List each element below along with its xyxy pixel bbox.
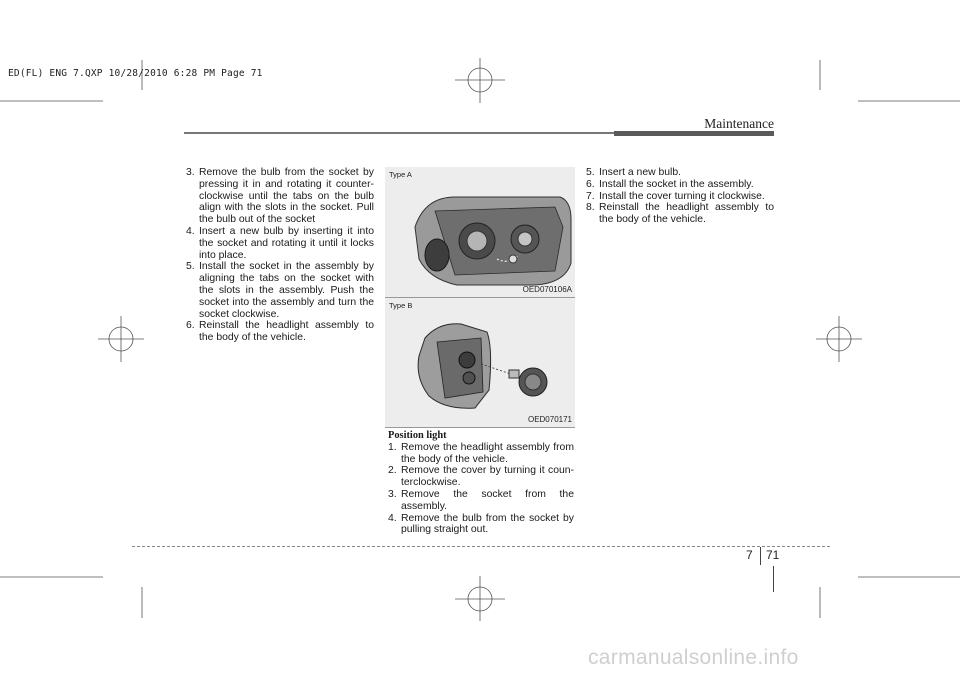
subheading-position-light: Position light [388,430,447,441]
step-text: Install the socket in the assembly. [599,178,754,190]
step-text: Reinstall the headlight assembly to the body of the vehicle. [199,320,374,344]
instruction-list [388,442,574,536]
figure-type-label: Type A [389,170,412,179]
middle-column [388,430,574,536]
step-number: 6. [186,320,195,332]
step-number: 1. [388,441,397,453]
step-number: 4. [186,225,195,237]
step-text: Install the cover turning it clockwise. [599,190,765,202]
step-text: Remove the cover by turning it coun-terclockwise. [401,465,574,489]
page-number: 71 [766,548,780,562]
step-text: Reinstall the headlight assembly to the body of the vehicle. [599,202,774,226]
instruction-step [388,442,574,466]
crop-mark-bottom-left [0,577,142,618]
figure-type-label: Type B [389,301,413,310]
instruction-list [586,167,774,226]
step-text: Remove the bulb from the socket by pulling straight out. [401,512,574,536]
step-number: 7. [586,190,595,202]
registration-mark-top [455,58,505,103]
instruction-step [586,202,774,226]
headlight-socket-removal-illustration [385,298,575,427]
right-column [586,167,774,226]
step-text: Install the socket in the assembly by aligning the tabs on the socket with the slots in the assembly. Push the socket into the assembly and turn the socket clockwise. [199,261,374,320]
instruction-step [186,167,374,226]
site-watermark: carmanualsonline.info [588,646,799,669]
crop-mark-top-left [0,60,142,101]
instruction-step [586,167,774,179]
registration-mark-right [816,316,862,362]
page-number-divider [760,547,761,565]
section-title: Maintenance [704,116,774,131]
step-number: 5. [586,167,595,178]
instruction-step [186,261,374,320]
step-text: Insert a new bulb. [599,167,682,178]
step-number: 6. [586,178,595,190]
print-slug: ED(FL) ENG 7.QXP 10/28/2010 6:28 PM Page 71 [8,68,263,79]
step-number: 5. [186,261,195,273]
step-number: 2. [388,465,397,477]
instruction-step [586,191,774,203]
step-text: Remove the socket from the assembly. [401,488,574,512]
registration-mark-left [98,316,144,362]
instruction-step [586,179,774,191]
instruction-step [388,489,574,513]
crop-mark-bottom-right [820,577,960,618]
headlight-assembly-rear-illustration [385,167,575,297]
instruction-step [388,465,574,489]
step-number: 3. [388,488,397,500]
step-text: Remove the headlight assembly from the body of the vehicle. [401,441,574,465]
instruction-step [186,226,374,261]
step-text: Insert a new bulb by inserting it into the socket and rotating it until it locks into place. [199,225,374,261]
step-number: 3. [186,167,195,178]
footer-tick [773,566,774,592]
figure-code: OED070106A [522,285,572,294]
step-text: Remove the bulb from the socket by pressing it in and rotating it counter-clockwise until the tabs on the bulb align with the slots in the socket. Pull the bulb out of the socket [199,167,374,226]
crop-mark-top-right [820,60,960,101]
instruction-list [186,167,374,344]
step-number: 8. [586,202,595,214]
figure-code: OED070171 [527,415,572,424]
footer-rule [132,546,830,547]
step-number: 4. [388,512,397,524]
instruction-step [186,320,374,344]
instruction-step [388,513,574,537]
header-rule-accent [614,131,774,136]
figure-type-b [385,298,575,428]
registration-mark-bottom [455,576,505,621]
left-column [186,167,374,344]
chapter-number: 7 [746,548,753,562]
figure-type-a [385,167,575,298]
